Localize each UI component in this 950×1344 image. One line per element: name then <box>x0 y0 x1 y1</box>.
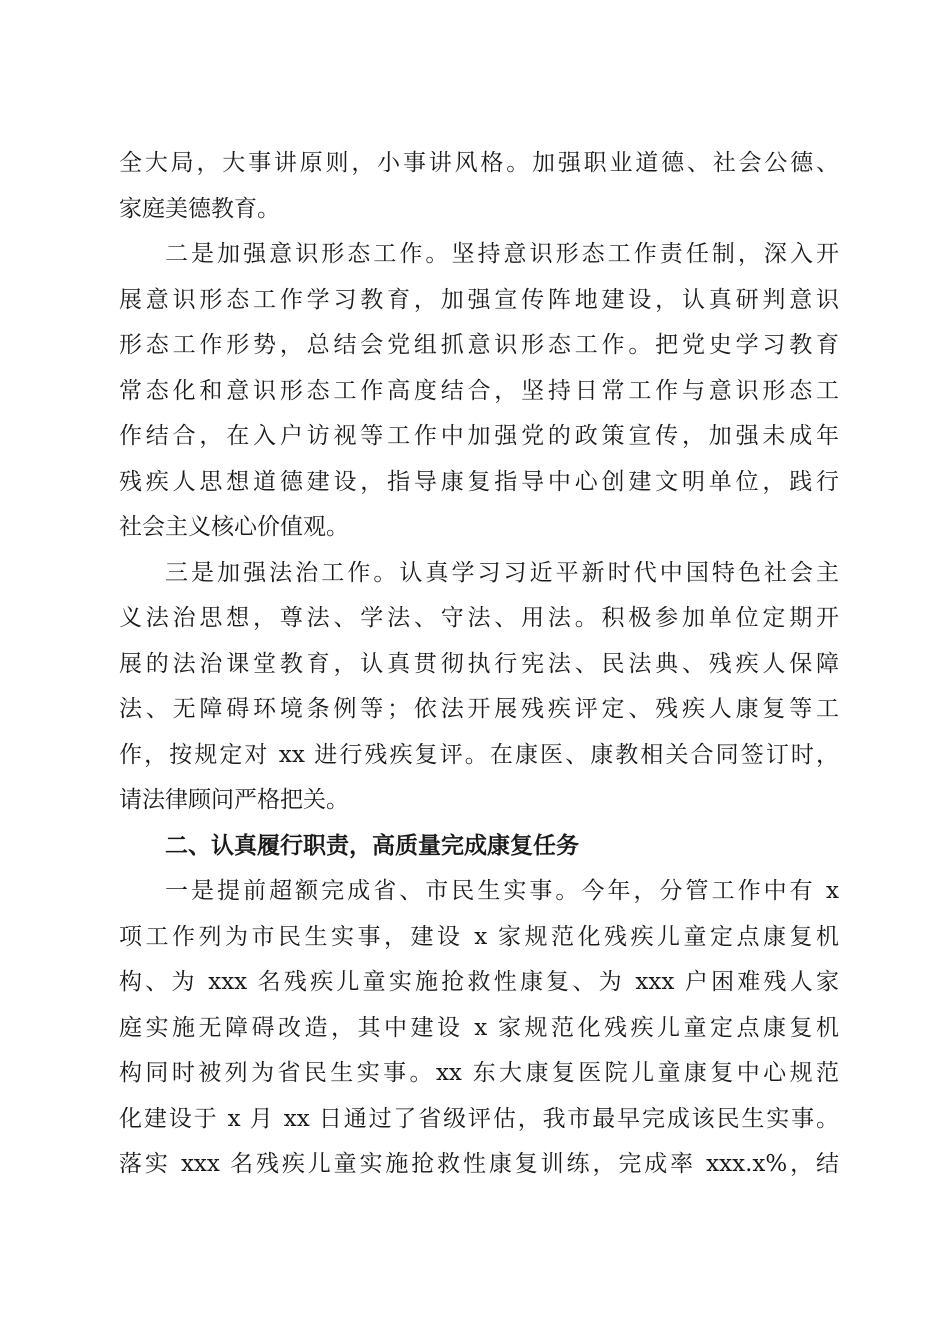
paragraph-line: 法、无障碍环境条例等；依法开展残疾评定、残疾人康复等工 <box>119 696 839 722</box>
paragraph-line: 残疾人思想道德建设，指导康复指导中心创建文明单位，践行 <box>119 468 839 495</box>
paragraph-text: 坚持意识形态工作责任制，深入开 <box>451 241 840 267</box>
paragraph-first-line <box>119 869 839 915</box>
paragraph-lead: 一是提前超额完成省、市民生实事。 <box>165 878 582 904</box>
paragraph-line: 全大局，大事讲原则，小事讲风格。加强职业道德、社会公德、 <box>119 150 839 176</box>
paragraph-line: 构同时被列为省民生实事。xx 东大康复医院儿童康复中心规范 <box>119 1060 839 1086</box>
paragraph-line: 常态化和意识形态工作高度结合，坚持日常工作与意识形态工 <box>119 377 839 404</box>
section-heading: 二、认真履行职责，高质量完成康复任务 <box>165 832 579 859</box>
paragraph-line: 社会主义核心价值观。 <box>119 514 349 540</box>
paragraph-line: 义法治思想，尊法、学法、守法、用法。积极参加单位定期开 <box>119 605 839 631</box>
paragraph-first-line <box>119 551 839 597</box>
paragraph-line: 项工作列为市民生实事，建设 x 家规范化残疾儿童定点康复机 <box>119 923 839 950</box>
paragraph-line: 化建设于 x 月 xx 日通过了省级评估，我市最早完成该民生实事。 <box>119 1105 839 1132</box>
paragraph-lead: 三是加强法治工作。 <box>165 559 400 586</box>
paragraph-text: 认真学习习近平新时代中国特色社会主 <box>399 559 840 586</box>
paragraph-line: 请法律顾问严格把关。 <box>119 787 349 813</box>
paragraph-line: 落实 xxx 名残疾儿童实施抢救性康复训练，完成率 xxx.x%，结 <box>119 1151 839 1177</box>
paragraph-line: 展的法治课堂教育，认真贯彻执行宪法、民法典、残疾人保障 <box>119 650 839 677</box>
paragraph-line: 庭实施无障碍改造，其中建设 x 家规范化残疾儿童定点康复机 <box>119 1014 839 1041</box>
paragraph-lead: 二是加强意识形态工作。 <box>165 241 452 267</box>
paragraph-line: 构、为 xxx 名残疾儿童实施抢救性康复、为 xxx 户困难残人家 <box>119 969 839 995</box>
paragraph-line: 形态工作形势，总结会党组抓意识形态工作。把党史学习教育 <box>119 332 839 358</box>
document-body <box>119 141 839 1188</box>
paragraph-text: 今年，分管工作中有 x <box>581 878 839 904</box>
paragraph-line: 家庭美德教育。 <box>119 195 280 222</box>
paragraph-line: 展意识形态工作学习教育，加强宣传阵地建设，认真研判意识 <box>119 286 839 313</box>
paragraph-first-line <box>119 232 839 278</box>
paragraph-line: 作，按规定对 xx 进行残疾复评。在康医、康教相关合同签订时， <box>119 741 839 768</box>
paragraph-line: 作结合，在入户访视等工作中加强党的政策宣传，加强未成年 <box>119 423 839 449</box>
